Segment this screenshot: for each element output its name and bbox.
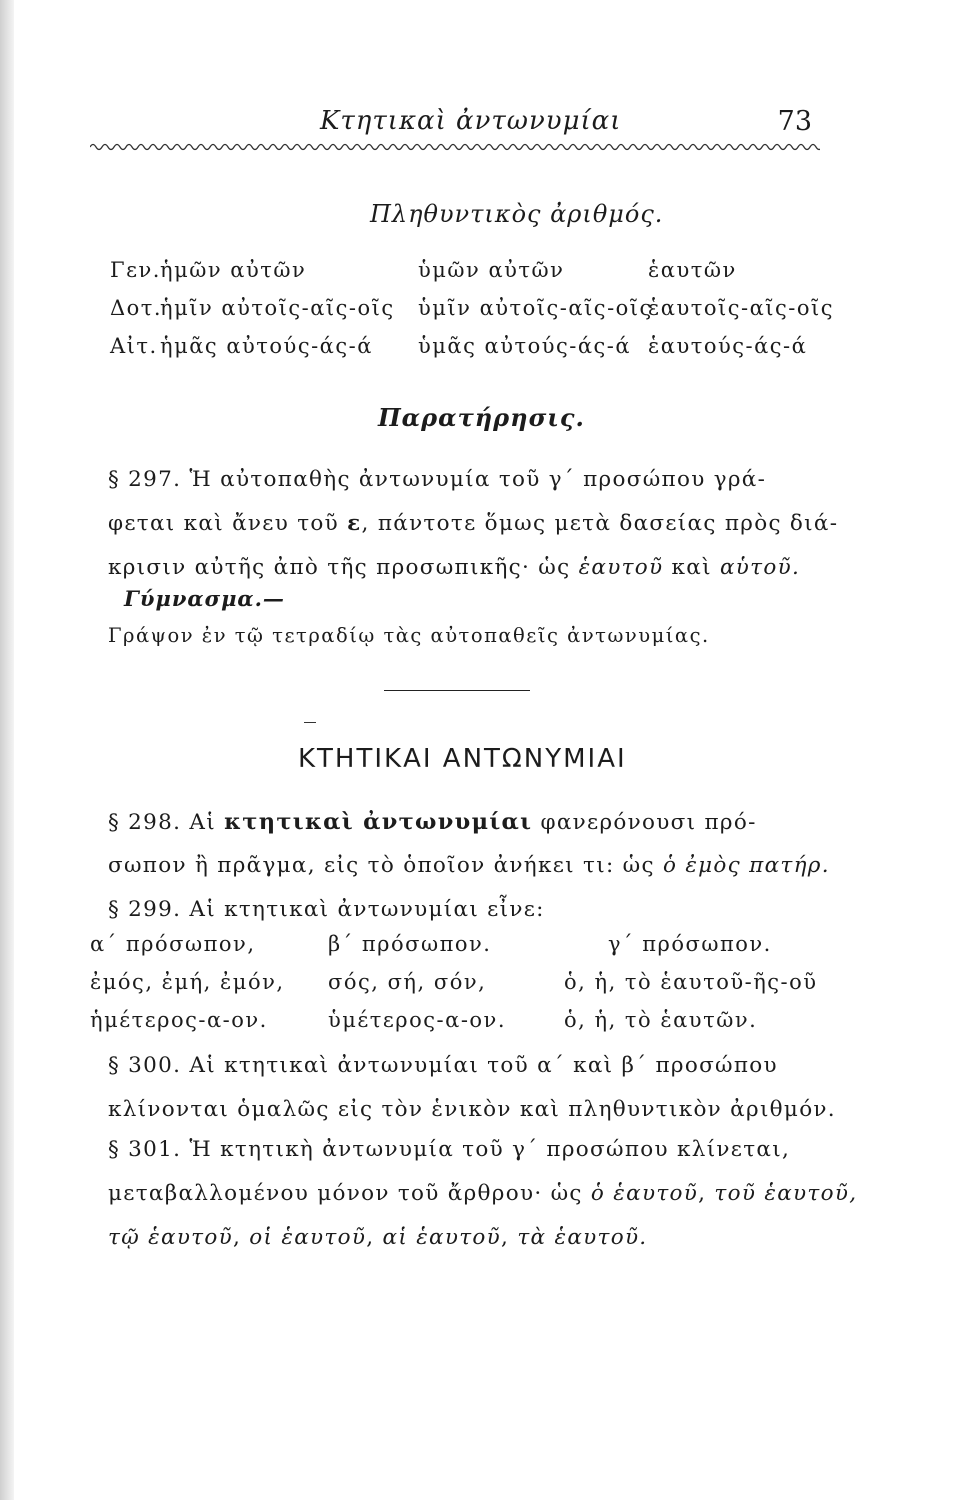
- paragraph-line: § 300. Αἱ κτητικαὶ ἀντωνυμίαι τοῦ α΄ καὶ β΄ προσώπου: [108, 1053, 778, 1078]
- text-run: ,: [501, 1225, 518, 1250]
- paragraph-299: § 299. Αἱ κτητικαὶ ἀντωνυμίαι εἶνε:: [108, 897, 545, 922]
- table-row: [110, 334, 830, 368]
- paragraph-line: [108, 800, 820, 844]
- text-run: μεταβαλλομένου μόνον τοῦ ἄρθρου· ὡς: [108, 1181, 591, 1206]
- third-person-column: ὁ, ἡ, τὸ ἑαυτοῦ-ῆς-οῦ: [564, 970, 818, 994]
- paragraph-301: [108, 1128, 858, 1260]
- example-phrase: ὁ ἑαυτοῦ: [590, 1181, 699, 1206]
- second-person-form: ὑμῶν αὐτῶν: [418, 258, 565, 282]
- table-row: [90, 970, 818, 1004]
- third-person-column: γ΄ πρόσωπον.: [608, 932, 772, 956]
- paragraph-line: § 297. Ἡ αὐτοπαθὴς ἀντωνυμία τοῦ γ΄ προσώπου γρά-: [108, 467, 767, 492]
- first-person-column: ἡμέτερος-α-ον.: [90, 1008, 268, 1032]
- third-person-form: ἑαυτοῖς-αῖς-οῖς: [648, 296, 834, 320]
- first-person-column: α΄ πρόσωπον,: [90, 932, 256, 956]
- page-header: [90, 102, 820, 142]
- example-phrase: τὰ ἑαυτοῦ.: [517, 1225, 648, 1250]
- small-rule-mark: [304, 722, 316, 723]
- text-run: ,: [233, 1225, 250, 1250]
- paragraph-300: [108, 1044, 836, 1132]
- case-label: Γεν.: [110, 258, 161, 282]
- example-phrase: αἱ ἑαυτοῦ: [382, 1225, 502, 1250]
- text-run: καὶ: [663, 555, 720, 580]
- text-run: φανερόνουσι πρό-: [532, 810, 757, 835]
- case-label: Δοτ.: [110, 296, 163, 320]
- paragraph-297: [108, 458, 839, 590]
- text-run: κρισιν αὐτῆς ἀπὸ τῆς προσωπικῆς· ὡς: [108, 555, 579, 580]
- bold-term: κτητικαὶ ἀντωνυμίαι: [224, 809, 533, 835]
- running-title: Κτητικαὶ ἀντωνυμίαι: [320, 106, 622, 136]
- example-phrase: ὁ ἐμὸς πατήρ.: [662, 853, 830, 878]
- second-person-form: ὑμῖν αὐτοῖς-αῖς-οῖς: [418, 296, 653, 320]
- text-run: φεται καὶ ἄνευ τοῦ: [108, 511, 348, 536]
- wavy-rule: [90, 140, 820, 154]
- first-person-column: ἐμός, ἐμή, ἐμόν,: [90, 970, 285, 994]
- example-phrase: τοῦ ἑαυτοῦ,: [714, 1181, 858, 1206]
- plural-subhead: Πληθυντικὸς ἀριθμός.: [370, 200, 664, 228]
- paragraph-line: [108, 1172, 858, 1216]
- paragraph-line: [108, 844, 830, 888]
- table-row: [110, 258, 830, 292]
- text-run: § 298. Αἱ: [108, 810, 225, 835]
- case-label: Αἰτ.: [110, 334, 158, 358]
- paragraph-line: [108, 502, 839, 546]
- table-row: [90, 1008, 810, 1042]
- page-binding-edge: [0, 0, 14, 1500]
- epsilon-letter: ε: [347, 511, 362, 536]
- first-person-form: ἡμᾶς αὐτούς-άς-ά: [160, 334, 373, 358]
- exercise-label: Γύμνασμα.—: [124, 586, 285, 611]
- table-row: [90, 932, 810, 966]
- first-person-form: ἡμῖν αὐτοῖς-αῖς-οῖς: [160, 296, 395, 320]
- section-heading: ΚΤΗΤΙΚΑΙ ΑΝΤΩΝΥΜΙΑΙ: [298, 744, 627, 774]
- text-run: ,: [366, 1225, 383, 1250]
- example-phrase: οἱ ἑαυτοῦ: [249, 1225, 367, 1250]
- second-person-column: β΄ πρόσωπον.: [328, 932, 492, 956]
- page-number: 73: [777, 106, 812, 137]
- second-person-form: ὑμᾶς αὐτούς-άς-ά: [418, 334, 632, 358]
- example-phrase: τῷ ἑαυτοῦ: [108, 1225, 233, 1250]
- third-person-form: ἑαυτῶν: [648, 258, 737, 282]
- paragraph-line: [108, 546, 820, 590]
- example-word: αὑτοῦ.: [719, 555, 801, 580]
- third-person-column: ὁ, ἡ, τὸ ἑαυτῶν.: [564, 1008, 758, 1032]
- paragraph-line: [108, 1216, 820, 1260]
- second-person-column: σός, σή, σόν,: [328, 970, 487, 994]
- section-divider: [384, 690, 530, 691]
- observation-heading: Παρατήρησις.: [378, 403, 585, 432]
- second-person-column: ὑμέτερος-α-ον.: [328, 1008, 506, 1032]
- paragraph-298: [108, 800, 830, 888]
- text-run: , πάντοτε ὅμως μετὰ δασείας πρὸς διά-: [361, 511, 839, 536]
- text-run: ,: [698, 1181, 715, 1206]
- paragraph-line: § 301. Ἡ κτητικὴ ἀντωνυμία τοῦ γ΄ προσώπου κλίνεται,: [108, 1137, 791, 1162]
- first-person-form: ἡμῶν αὐτῶν: [160, 258, 307, 282]
- third-person-form: ἑαυτούς-άς-ά: [648, 334, 808, 358]
- table-row: [110, 296, 834, 330]
- text-run: σωπον ἢ πρᾶγμα, εἰς τὸ ὁποῖον ἀνήκει τι: ὡς: [108, 853, 663, 878]
- exercise-text: Γράψον ἐν τῷ τετραδίῳ τὰς αὐτοπαθεῖς ἀντωνυμίας.: [108, 624, 710, 647]
- paragraph-line: κλίνονται ὁμαλῶς εἰς τὸν ἑνικὸν καὶ πληθυντικὸν ἀριθμόν.: [108, 1097, 836, 1122]
- example-word: ἑαυτοῦ: [578, 555, 664, 580]
